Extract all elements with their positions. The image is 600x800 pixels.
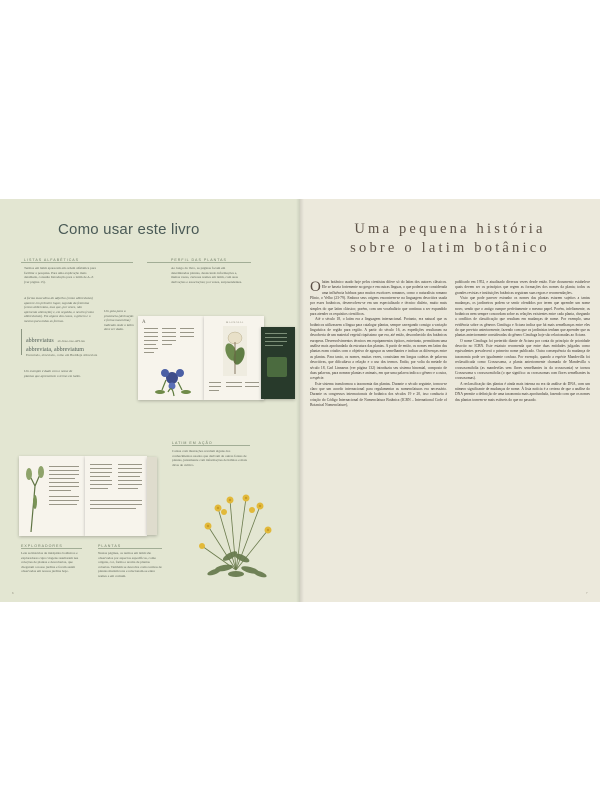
section-rule bbox=[172, 445, 250, 446]
section-rule bbox=[21, 548, 82, 549]
book-spread bbox=[0, 199, 600, 602]
sample-page-explorer-left bbox=[19, 456, 85, 536]
sample-page-profile-right: MAGNOLIA bbox=[204, 316, 264, 400]
page-number: 7 bbox=[586, 591, 588, 595]
paragraph: Este sistema transformou a taxonomia das plantas. Durante o século seguinte, tornou-se claro que um acordo internacional para regulamentar as nomenclaturas era necessário. Durante os congressos internacionais de botânica dos séculos 19 e 20, isso conduziu à criação do Código Internacional de Nomenclatura Botânica (ICBN – International Code of Botanical Nomenclature), bbox=[310, 381, 447, 407]
example-pronunciation: ab-bree-vee-AH-tus bbox=[57, 339, 85, 343]
paragraph: Visto que pode parecer estranho os nomes das plantas estarem sujeitos a tantas mudanças, os jardineiros podem se sentir ofendidos por terem que aprender um nome novo, sendo que o antigo cumpre perfeitamente o mesmo papel. Porém, infelizmente, os botânicos nem sempre concordam sobre as relações existentes entre cada planta, chegando a conflitos de classificação que resultam em mudanças de nome. Por exemplo, uma evidência sobre os gêneros Cimifuga e Actaea indica que há mais semelhanças entre eles do que previsto anteriormente, fazendo com que os jardinistas tenham que aprender que as plantas anteriormente consideradas do gênero Cimifuga hoje são relacionadas ao Actaea. bbox=[455, 296, 590, 338]
section-label-perfil: PERFIL DAS PLANTAS bbox=[171, 258, 227, 262]
listas-italic-note: A forma masculina do adjetivo (como abbreviatus) aparece em primeiro lugar, seguida da feminina (como abbreviata, mas que, por vezes, não apresenta alteração) e, em seguida, o neutro (como abbreviatum). Em alguns dos casos, o gênero e o mesmo para todas as formas. bbox=[24, 296, 94, 323]
paragraph: O nome Cimifuga foi preterido diante de Actaea por conta do princípio de prioridade descrito no ICBN. Este estatuto recomenda que entre duas entidades julgadas como equivalentes prevalecerá o primeiro nome publicado. Outra consequência da mudança de taxonomia pode ser igualmente confusa. Por exemplo, quando a espécie Mandevilla foi reclassificada como Crossosoma, a planta anteriormente chamada de Mandevilla x crossosomifolia (as mandevilas sem flores semelhantes às da crossosonia) se tornou Crossosoma x crossosomifolia (o que significa: as crossosomas com flores semelhantes às crossosomas). bbox=[455, 338, 590, 381]
page-number: 6 bbox=[12, 591, 14, 595]
perfil-text: Ao longo do livro, as páginas focam em determinadas plantas, destacando informações e, muitas vezes, curiosas nomes em latim, com suas derivações e associações; por vezes, surpreendentes. bbox=[171, 266, 243, 284]
paragraph: A reclassificação das plantas é ainda mais intensa na era da análise do DNA, com um número significante de mudanças de nome. À lista notícia é a certeza de que a análise do DNA permite a definição de uma taxonomia mais aprofundada, fazendo com que os nomes das plantas tornem-se mais estáveis do que no passado. bbox=[455, 381, 590, 402]
example-note: Um exemplo é dado com o nome de plantas que apresentem o termo em latim. bbox=[24, 369, 81, 378]
example-entry bbox=[21, 329, 129, 355]
book-gutter bbox=[296, 199, 304, 602]
section-label-latim: LATIM EM AÇÃO bbox=[172, 441, 213, 445]
left-page bbox=[0, 199, 300, 602]
section-label-plantas: PLANTAS bbox=[98, 544, 122, 548]
paragraph: Até o século 18, o latim era a linguagem internacional. Portanto, era natural que os botânicos utilizassem a língua para catalogar plantas, sempre carregando consigo a variação linguística de região para região. A partir do século 16, as expedições resultaram na descoberta de um material vegetal riquíssimo que era, até então, desconhecido dos botânicos europeus. Desenvolvimentos técnicos em equipamentos ópticos, entretanto, permitiram uma análise mais aprofundada da estrutura das plantas. A partir de então, os nomes em latim das plantas eram criados com o objetivo de agrupar as semelhantes e indicar as diferenças entre as plantas. Para tanto, os nomes, muitas vezes, consistiam em longas cadeias de palavras descritivas, que dificultava a relação e o uso dos termos. Então, por volta da metade do século 18, Carl Linnaeus (ver página 132) introduziu seu sistema binomial, composto de duas palavras, para nomear plantas e animais, em que uma palavra indica o gênero e a outra, a espécie. bbox=[310, 317, 447, 381]
magnolia-illustration bbox=[204, 316, 264, 400]
sample-page-edge bbox=[147, 457, 157, 535]
pronunciation-note: Um guia para a pronúncia (derivação e forma masculina) indicado onde o latim deve ser dada. bbox=[104, 309, 134, 332]
body-column-2 bbox=[455, 280, 590, 403]
right-page bbox=[300, 199, 600, 602]
sample-page-sidebar-dark bbox=[261, 327, 295, 399]
paragraph: publicado em 1952, e atualizado diversas vezes desde então. Este documento estabelece quais devem ser os princípios que regem as formações dos nomes da planta; todos os grandes revistas e instituições botânicas seguiram suas regras e recomendações. bbox=[455, 280, 590, 295]
example-forms: abbreviata, abbreviatum bbox=[26, 347, 84, 353]
chapter-title-line2: sobre o latim botânico bbox=[350, 240, 550, 256]
yellow-flower-illustration bbox=[180, 486, 290, 586]
example-description: Encurtado, abreviado, como em Buddleja abbreviata bbox=[26, 353, 98, 357]
chapter-title-line1: Uma pequena história bbox=[354, 221, 546, 237]
plantas-text: Nestas páginas, os termos em latim são observados por aspectos específicos, como origens, cor, forma e aroma de plantas cobertas. Também se descobre como termos de plantas mudam tons e relacionam-se entre nomes e em comum. bbox=[98, 551, 162, 578]
section-rule bbox=[98, 548, 162, 549]
section-label-exploradores: EXPLORADORES bbox=[21, 544, 63, 548]
sample-page-profile-left: A bbox=[138, 316, 204, 400]
paragraph: latim botânico usado hoje pelos cientistas difere só do latim dos autores clássicos. Ele se baseia fortemente no grego e em outras línguas, o que poderia ser considerada uma influência bárbara para muitos escritores romanos, como o naturalista romano Plínio, o Velho (23-79). Embora seus origens encontrem-se na linguagem descritiva usada por esses botânicos, desenvolveu-se em um especializado e técnico dialeto, muito mais simples do que latim clássico; porém, com um vocabulário que continua a ser expandido para atender os requisitos científicos. bbox=[310, 280, 447, 317]
exploradores-text: Leia as histórias de intrépidos botânicos e exploradores cujos viagens resultaram nas coleções de plantas e descobertas, que chegaram a nosso jardins e foram assim observadas em nossos jardins hoje. bbox=[21, 551, 79, 574]
body-column-1 bbox=[310, 280, 447, 408]
section-label-listas: LISTAS ALFABÉTICAS bbox=[24, 258, 80, 262]
listas-text: Termos em latim aparecem em ordem alfabética para facilitar a pesquisa. Para uma explicação mais detalhada, consulte Introdução para o latim de A–Z (ver página 13). bbox=[24, 266, 96, 284]
example-word: abbreviatus bbox=[26, 338, 54, 344]
page-title: Como usar este livro bbox=[58, 221, 200, 238]
drop-cap: O bbox=[310, 279, 321, 295]
section-rule bbox=[147, 262, 251, 263]
section-rule bbox=[21, 262, 133, 263]
sample-page-explorer-right bbox=[85, 456, 147, 536]
latim-text: Caixas com ilustrações revelam alguns dos conhecimentos usados que derivam de outras fontes de plantas, juntamente com informações de hábitos e mais dicas de cultivo. bbox=[172, 449, 247, 467]
